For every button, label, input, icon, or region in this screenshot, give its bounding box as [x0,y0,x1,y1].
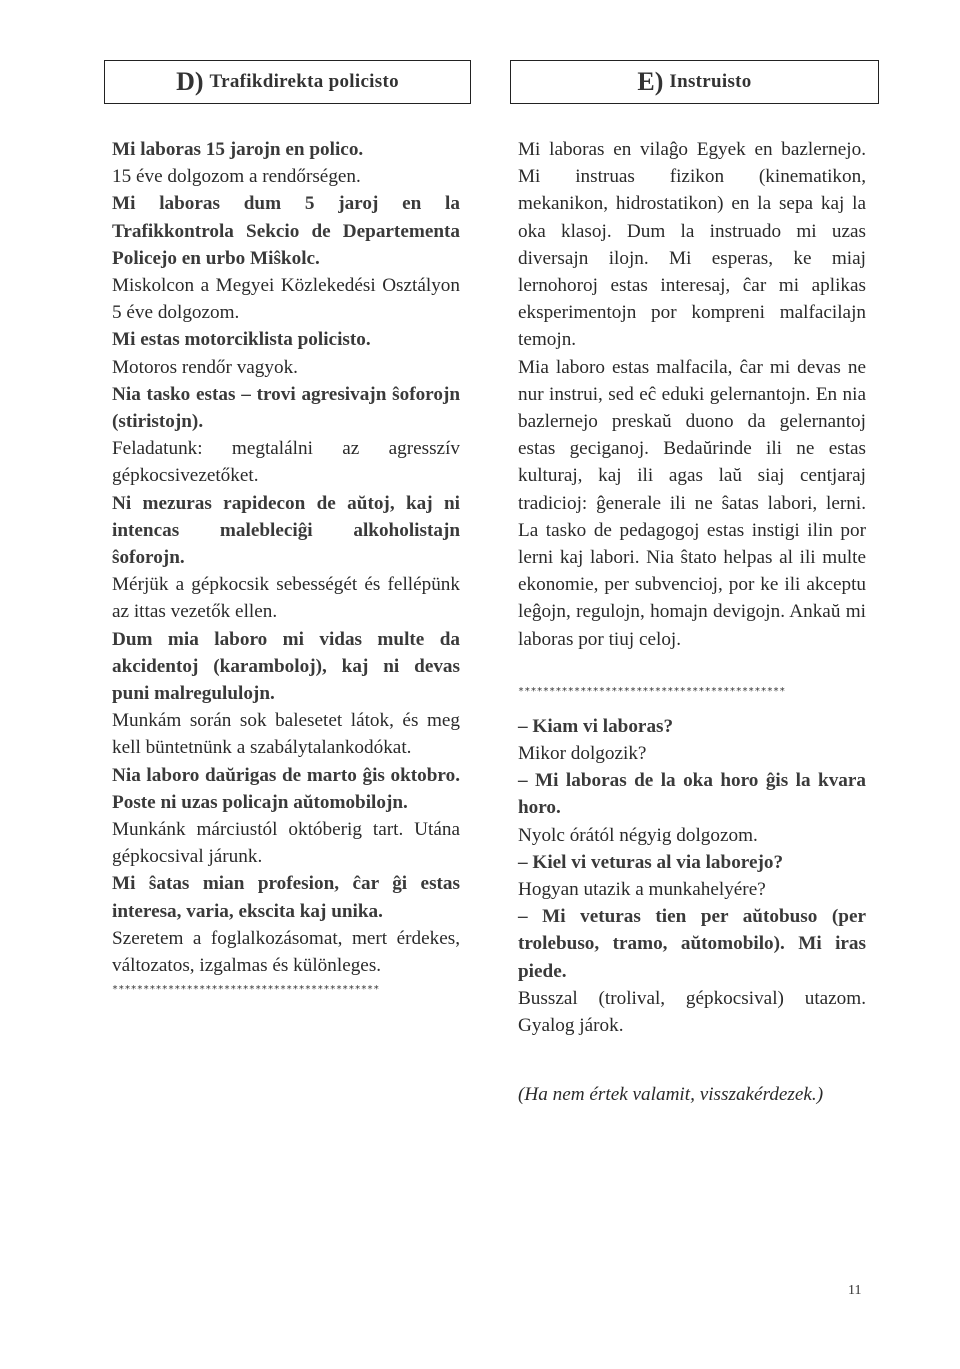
esperanto-paragraph: – Mi laboras de la oka horo ĝis la kvara horo. [518,770,866,819]
esperanto-paragraph: – Mi veturas tien per aŭtobuso (per trolebuso, tramo, aŭtomobilo). Mi iras piede. [518,906,866,982]
esperanto-paragraph: Nia tasko estas – trovi agresivajn ŝoforojn (stiristojn). [112,383,460,433]
esperanto-paragraph: Mi ŝatas mian profesion, ĉar ĝi estas interesa, varia, ekscita kaj unika. [112,873,460,922]
hungarian-paragraph: Miskolcon a Megyei Közlekedési Osztályon 5 éve dolgozom. [112,275,460,324]
section-e-title: Instruisto [669,71,752,92]
esperanto-paragraph: Nia laboro daŭrigas de marto ĝis oktobro. Poste ni uzas policajn aŭtomobilojn. [112,764,460,813]
esperanto-paragraph: Mi estas motorciklista policisto. [112,329,371,351]
esperanto-paragraph: Mi laboras 15 jarojn en polico. [112,139,364,160]
section-e-header [510,60,879,104]
section-e-body [518,136,866,1109]
hungarian-paragraph: Feladatunk: megtalálni az agresszív gépkocsivezetőket. [112,438,460,487]
hungarian-paragraph: 15 éve dolgozom a rendőrségen. [112,166,361,188]
section-d-letter: D) [176,67,204,96]
esperanto-paragraph: Ni mezuras rapidecon de aŭtoj, kaj ni intencas malebleciĝi alkoholistajn ŝoforojn. [112,492,460,569]
esperanto-paragraph: – Kiam vi laboras? [518,715,674,737]
hungarian-paragraph: Mérjük a gépkocsik sebességét és fellépünk az ittas vezetők ellen. [112,574,460,623]
hungarian-paragraph: Mi laboras en vilaĝo Egyek en bazlernejo. Mi instruas fizikon (kinematikon, mekanikon, hidrostatikon) en la sepa kaj la oka klasoj. Dum la instruado mi uzas diversajn ilojn. Mi esperas, ke miaj lernohoroj estas interesaj, ĉar mi aplikas eksperimentojn por kompreni malfacilajn temojn. [518,139,866,351]
hungarian-paragraph: Mia laboro estas malfacila, ĉar mi devas ne nur instrui, sed eĉ eduki gelernantojn. En nia bazlernejo preskaŭ duono da gelernantoj estas geciganoj. Bedaŭrinde ili ne estas kulturaj, kaj ili agas laŭ siaj centjaraj tradicioj: ĝenerale ili ne ŝatas labori, lerni. La tasko de pedagogoj estas instigi ilin por lerni kaj labori. Nia ŝtato helpas al ili multe ekonomie, per subvencioj, por ke ili akceptu leĝojn, regulojn, homajn devigojn. Ankaŭ mi laboras por tiuj celoj. [518,356,866,650]
hungarian-paragraph: Mikor dolgozik? [518,743,647,765]
hungarian-paragraph: Szeretem a foglalkozásomat, mert érdekes, változatos, izgalmas és különleges. [112,927,460,977]
page-number: 11 [848,1283,862,1298]
esperanto-paragraph: – Kiel vi veturas al via laborejo? [518,851,784,873]
hungarian-paragraph: Motoros rendőr vagyok. [112,356,298,378]
section-d-header [104,60,471,104]
hungarian-paragraph: Munkám során sok balesetet látok, és meg kell büntetnünk a szabálytalankodókat. [112,710,460,759]
asterisk-divider: ******************************************* [112,984,380,996]
asterisk-divider: ******************************************* [518,685,786,697]
section-d-title: Trafikdirekta policisto [209,71,399,92]
section-d-body [112,136,460,997]
hungarian-paragraph: Nyolc órától négyig dolgozom. [518,824,758,846]
hungarian-paragraph: Hogyan utazik a munkahelyére? [518,879,766,901]
hungarian-paragraph: Busszal (trolival, gépkocsival) utazom. Gyalog járok. [518,987,866,1037]
esperanto-paragraph: Dum mia laboro mi vidas multe da akcidentoj (karamboloj), kaj ni devas puni malregululojn. [112,628,460,705]
esperanto-paragraph: Mi laboras dum 5 jaroj en la Trafikkontrola Sekcio de Departementa Policejo en urbo Miŝkolc. [112,193,460,269]
hungarian-paragraph: Munkánk márciustól októberig tart. Utána gépkocsival járunk. [112,819,460,868]
section-e-letter: E) [637,67,664,96]
closing-note: (Ha nem értek valamit, visszakérdezek.) [518,1084,824,1106]
